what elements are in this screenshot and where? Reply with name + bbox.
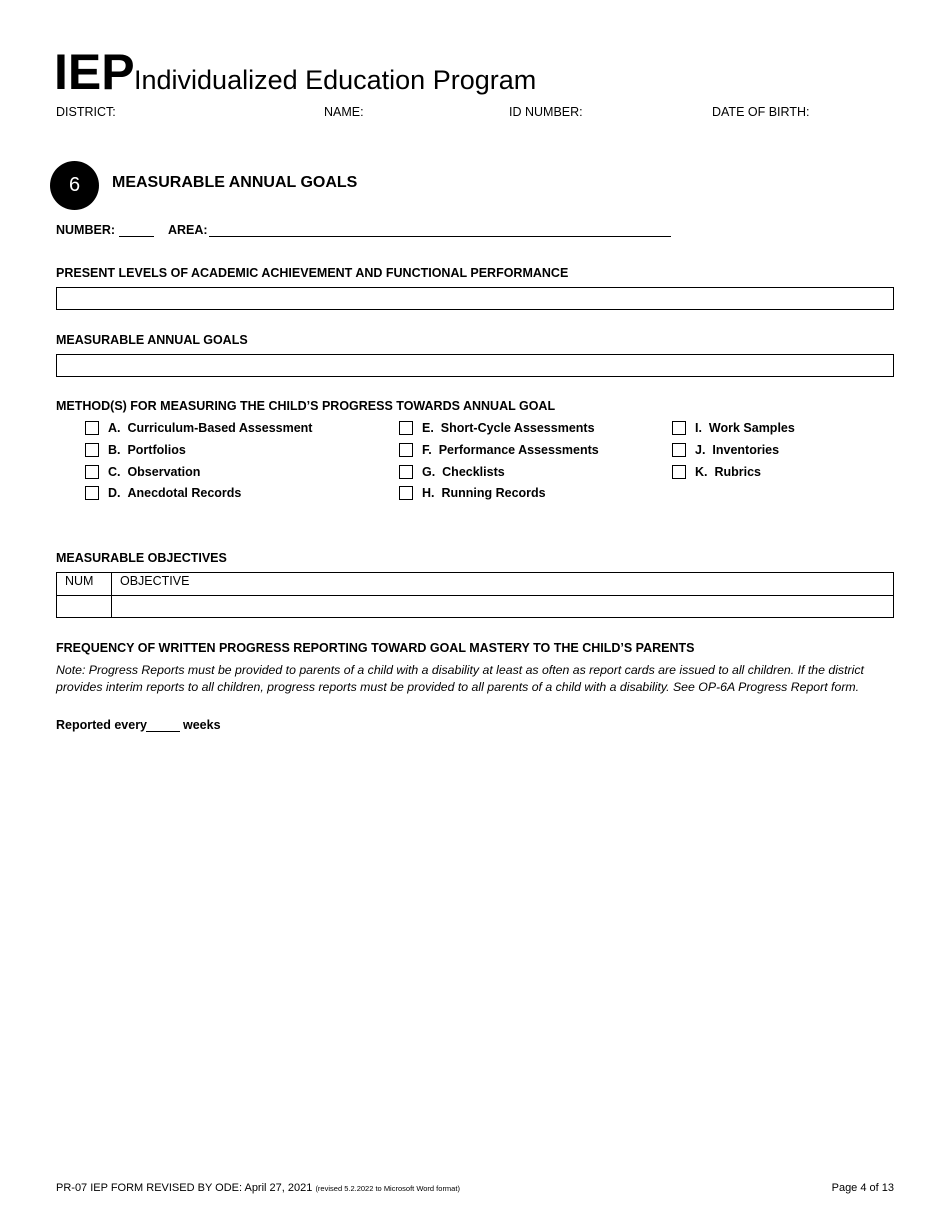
option-letter: K. — [695, 465, 708, 479]
reported-weeks-field[interactable] — [146, 731, 180, 732]
objective-num-cell[interactable] — [57, 596, 112, 618]
annual-goals-field[interactable] — [56, 354, 894, 377]
checkbox[interactable] — [672, 465, 686, 479]
method-option-f[interactable] — [399, 443, 599, 457]
option-letter: I. — [695, 421, 702, 435]
frequency-label: FREQUENCY OF WRITTEN PROGRESS REPORTING TOWARD GOAL MASTERY TO THE CHILD’S PARENTS — [56, 641, 695, 655]
frequency-note: Note: Progress Reports must be provided to parents of a child with a disability at least as often as report cards are issued to all children. If the district provides interim reports to all children, progress reports must be provided to all parents of a child with a disability. See OP-6A Progress Report form. — [56, 663, 864, 694]
footer-revision-note: (revised 5.2.2022 to Microsoft Word format) — [315, 1184, 460, 1193]
checkbox[interactable] — [85, 421, 99, 435]
present-levels-field[interactable] — [56, 287, 894, 310]
option-text: Observation — [127, 465, 201, 479]
present-levels-label: PRESENT LEVELS OF ACADEMIC ACHIEVEMENT AND FUNCTIONAL PERFORMANCE — [56, 266, 569, 280]
goal-number-label: NUMBER: — [56, 223, 116, 237]
column-header-num: NUM — [57, 573, 112, 596]
option-letter: E. — [422, 421, 434, 435]
method-option-h[interactable] — [399, 486, 546, 500]
option-letter: J. — [695, 443, 706, 457]
method-option-e[interactable] — [399, 421, 595, 435]
option-letter: D. — [108, 486, 121, 500]
section-title: MEASURABLE ANNUAL GOALS — [112, 174, 358, 191]
option-letter: G. — [422, 465, 436, 479]
checkbox[interactable] — [85, 443, 99, 457]
objectives-table — [56, 572, 894, 618]
option-text: Anecdotal Records — [127, 486, 242, 500]
footer-form-info — [56, 1182, 460, 1194]
goal-area-field[interactable] — [209, 236, 671, 237]
option-letter: H. — [422, 486, 435, 500]
method-option-i[interactable] — [672, 421, 795, 435]
method-option-d[interactable] — [85, 486, 241, 500]
annual-goals-label: MEASURABLE ANNUAL GOALS — [56, 333, 248, 347]
section-number-badge: 6 — [50, 161, 99, 210]
iep-brand: IEP — [54, 44, 135, 100]
option-letter: A. — [108, 421, 121, 435]
method-option-g[interactable] — [399, 465, 505, 479]
column-header-objective: OBJECTIVE — [112, 573, 894, 596]
checkbox[interactable] — [85, 486, 99, 500]
date-of-birth-label: DATE OF BIRTH: — [712, 105, 810, 119]
option-text: Inventories — [712, 443, 780, 457]
checkbox[interactable] — [672, 421, 686, 435]
option-text: Portfolios — [127, 443, 186, 457]
checkbox[interactable] — [399, 443, 413, 457]
option-text: Work Samples — [708, 421, 795, 435]
weeks-label: weeks — [183, 718, 221, 732]
method-option-k[interactable] — [672, 465, 761, 479]
page-title: Individualized Education Program — [134, 65, 537, 95]
method-option-a[interactable] — [85, 421, 312, 435]
option-text: Checklists — [442, 465, 505, 479]
checkbox[interactable] — [399, 421, 413, 435]
table-header-row — [57, 573, 894, 596]
methods-label: METHOD(S) FOR MEASURING THE CHILD’S PROGRESS TOWARDS ANNUAL GOAL — [56, 399, 556, 413]
goal-area-label: AREA: — [168, 223, 208, 237]
name-label: NAME: — [324, 105, 364, 119]
objective-text-cell[interactable] — [112, 596, 894, 618]
reported-every-label: Reported every — [56, 718, 148, 732]
table-row — [57, 596, 894, 618]
goal-number-field[interactable] — [119, 236, 154, 237]
objectives-label: MEASURABLE OBJECTIVES — [56, 551, 227, 565]
option-letter: B. — [108, 443, 121, 457]
option-text: Curriculum-Based Assessment — [127, 421, 313, 435]
checkbox[interactable] — [672, 443, 686, 457]
district-label: DISTRICT: — [56, 105, 116, 119]
page-number: Page 4 of 13 — [831, 1182, 894, 1194]
method-option-j[interactable] — [672, 443, 779, 457]
id-number-label: ID NUMBER: — [509, 105, 583, 119]
checkbox[interactable] — [399, 465, 413, 479]
option-text: Running Records — [441, 486, 546, 500]
method-option-c[interactable] — [85, 465, 200, 479]
option-text: Short-Cycle Assessments — [440, 421, 595, 435]
footer-form-text: PR-07 IEP FORM REVISED BY ODE: April 27, 2021 — [56, 1182, 313, 1194]
option-text: Performance Assessments — [438, 443, 599, 457]
option-letter: C. — [108, 465, 121, 479]
option-letter: F. — [422, 443, 432, 457]
method-option-b[interactable] — [85, 443, 186, 457]
option-text: Rubrics — [714, 465, 761, 479]
checkbox[interactable] — [399, 486, 413, 500]
checkbox[interactable] — [85, 465, 99, 479]
